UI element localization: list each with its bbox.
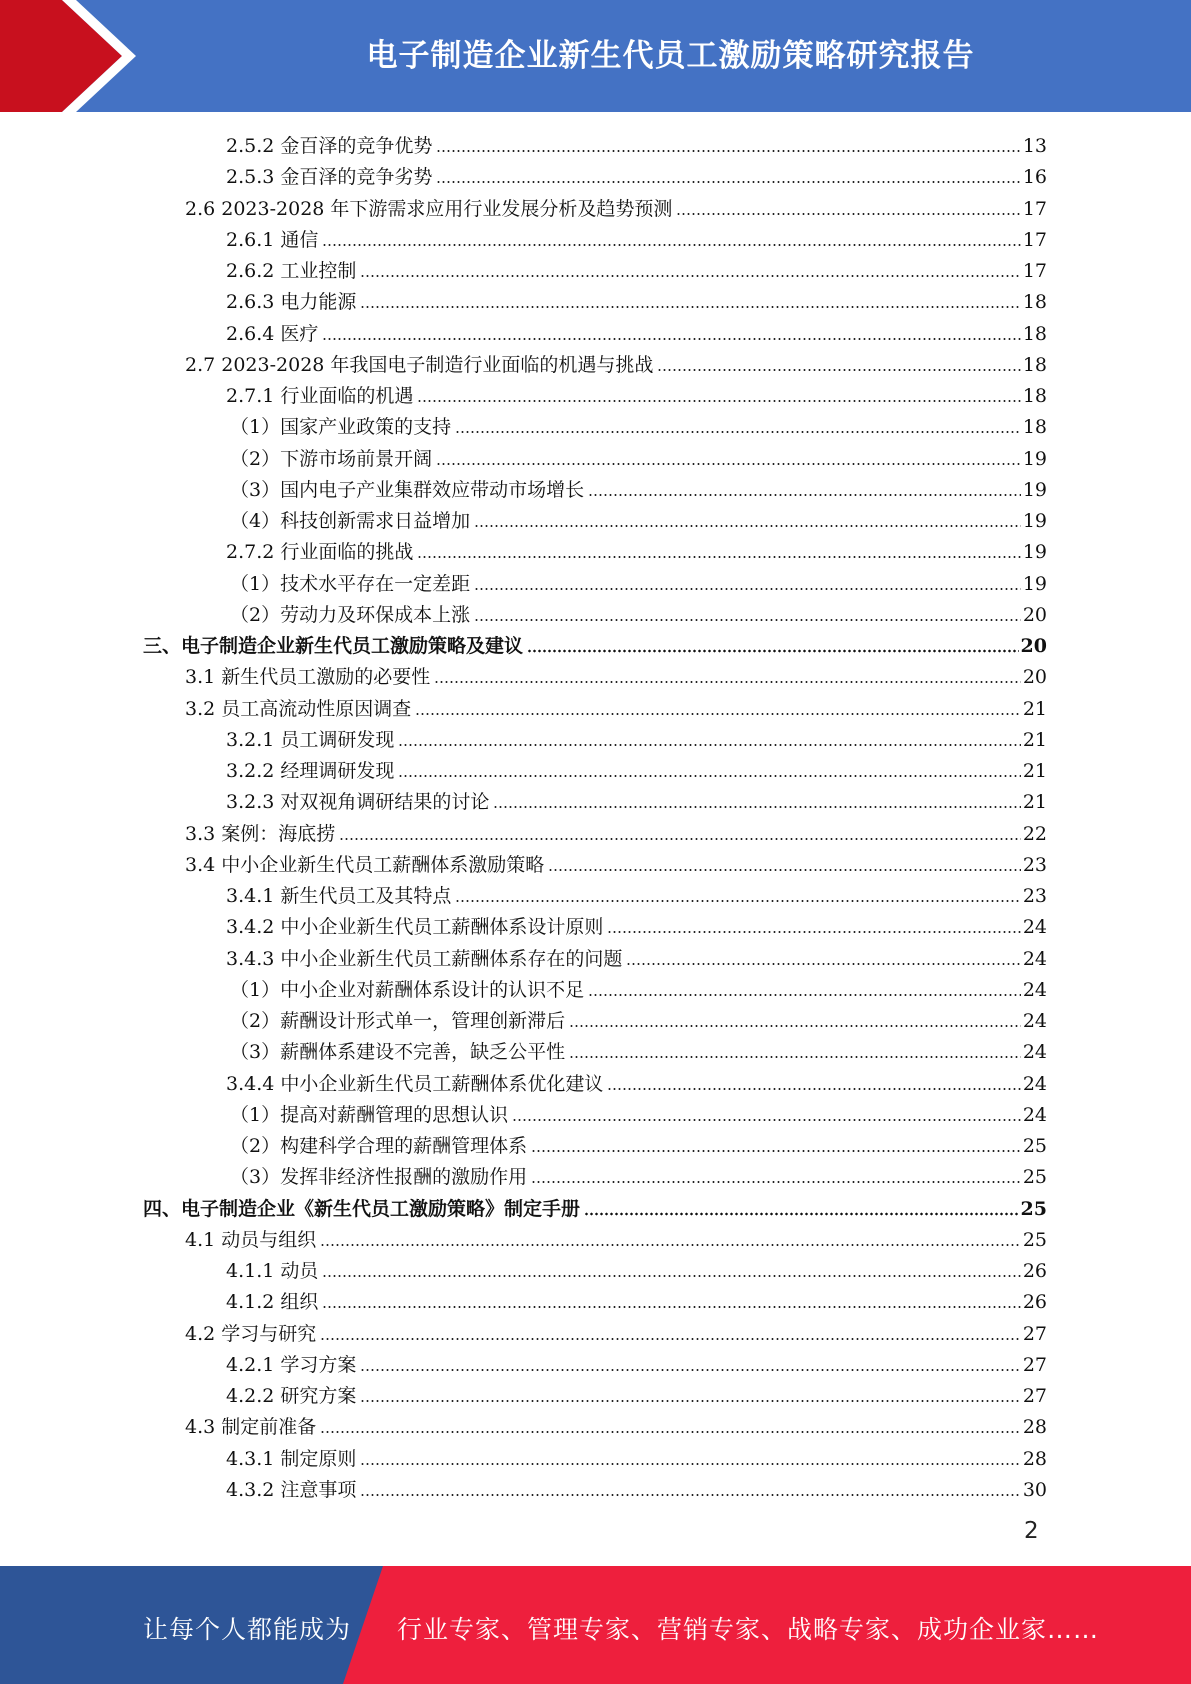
toc-dot-leader [417, 399, 1020, 403]
toc-entry-label: 3.2.2 经理调研发现 [226, 760, 395, 782]
toc-entry[interactable] [143, 626, 1047, 657]
toc-entry-label: 四、电子制造企业《新生代员工激励策略》制定手册 [143, 1197, 581, 1220]
toc-dot-leader [360, 1462, 1020, 1466]
toc-entry-label: 三、电子制造企业新生代员工激励策略及建议 [143, 635, 524, 657]
toc-entry-label: 4.2.1 学习方案 [226, 1353, 357, 1376]
toc-entry-page: 17 [1022, 228, 1047, 251]
toc-entry-label: 4.3.2 注意事项 [226, 1478, 357, 1501]
toc-dot-leader [322, 1305, 1020, 1309]
toc-entry-page: 25 [1020, 1197, 1047, 1220]
toc-entry-page: 13 [1022, 135, 1047, 157]
toc-entry-page: 25 [1022, 1166, 1047, 1189]
toc-dot-leader [512, 1118, 1021, 1122]
toc-entry-label: （2）下游市场前景开阔 [230, 447, 433, 470]
toc-entry-page: 24 [1022, 1010, 1047, 1032]
toc-entry-label: 4.1.1 动员 [226, 1260, 319, 1282]
toc-entry[interactable] [230, 501, 1047, 532]
toc-entry-label: 2.6.2 工业控制 [226, 260, 357, 282]
toc-entry-label: 4.2 学习与研究 [185, 1322, 317, 1345]
toc-entry[interactable] [230, 970, 1047, 1001]
toc-entry-page: 19 [1022, 447, 1047, 470]
toc-entry-page: 27 [1022, 1353, 1047, 1376]
toc-entry[interactable] [226, 939, 1047, 970]
toc-dot-leader [676, 212, 1020, 216]
toc-entry-page: 18 [1022, 353, 1047, 376]
toc-entry[interactable] [230, 470, 1047, 501]
toc-entry-label: 3.4.1 新生代员工及其特点 [226, 885, 452, 907]
toc-entry[interactable] [230, 1001, 1047, 1032]
toc-dot-leader [398, 743, 1020, 747]
toc-dot-leader [436, 180, 1020, 184]
toc-entry[interactable] [226, 282, 1047, 313]
toc-dot-leader [455, 899, 1020, 903]
toc-dot-leader [474, 524, 1021, 528]
toc-entry-label: 3.4.4 中小企业新生代员工薪酬体系优化建议 [226, 1072, 604, 1095]
toc-dot-leader [584, 1212, 1019, 1216]
toc-dot-leader [320, 1337, 1021, 1341]
page-number: 2 [1024, 1518, 1039, 1544]
toc-entry-label: 2.6 2023-2028 年下游需求应用行业发展分析及趋势预测 [185, 197, 673, 220]
toc-dot-leader [548, 868, 1021, 872]
toc-dot-leader [531, 1180, 1021, 1184]
toc-entry-page: 19 [1022, 572, 1047, 595]
toc-entry-label: 4.1 动员与组织 [185, 1228, 317, 1251]
toc-entry-label: 3.4.3 中小企业新生代员工薪酬体系存在的问题 [226, 947, 623, 970]
toc-entry-page: 25 [1022, 1135, 1047, 1157]
toc-entry-page: 24 [1022, 916, 1047, 939]
toc-entry-label: 3.2.3 对双视角调研结果的讨论 [226, 791, 490, 814]
toc-entry-page: 19 [1022, 541, 1047, 564]
toc-entry-label: （1）国家产业政策的支持 [230, 416, 452, 439]
toc-dot-leader [434, 680, 1021, 684]
toc-entry-page: 16 [1022, 166, 1047, 189]
page-footer [0, 1566, 1191, 1684]
toc-entry-label: （2）薪酬设计形式单一，管理创新滞后 [230, 1010, 566, 1032]
toc-entry-label: 4.1.2 组织 [226, 1291, 319, 1314]
toc-entry-label: 3.4.2 中小企业新生代员工薪酬体系设计原则 [226, 916, 604, 939]
toc-entry-page: 27 [1022, 1385, 1047, 1407]
page-header [0, 0, 1191, 112]
toc-entry-page: 21 [1022, 791, 1047, 814]
toc-entry-page: 22 [1022, 822, 1047, 845]
toc-entry[interactable] [230, 595, 1047, 626]
toc-entry[interactable] [226, 782, 1047, 813]
toc-entry-label: （4）科技创新需求日益增加 [230, 510, 471, 532]
toc-dot-leader [436, 462, 1021, 466]
toc-entry-page: 18 [1022, 291, 1047, 314]
toc-entry-label: 2.7.2 行业面临的挑战 [226, 541, 414, 564]
toc-entry-page: 26 [1022, 1291, 1047, 1314]
toc-dot-leader [360, 305, 1020, 309]
toc-dot-leader [455, 430, 1021, 434]
toc-entry[interactable] [226, 1282, 1047, 1313]
toc-dot-leader [360, 1368, 1020, 1372]
toc-entry-label: 2.6.4 医疗 [226, 322, 319, 345]
toc-entry[interactable] [230, 1032, 1047, 1063]
toc-entry-label: 3.2 员工高流动性原因调查 [185, 697, 412, 720]
toc-entry-page: 24 [1022, 1041, 1047, 1064]
toc-dot-leader [360, 1399, 1020, 1403]
toc-dot-leader [360, 1493, 1020, 1497]
toc-dot-leader [657, 368, 1020, 372]
toc-dot-leader [474, 618, 1021, 622]
toc-dot-leader [569, 1024, 1021, 1028]
toc-entry-page: 30 [1022, 1478, 1047, 1501]
report-title: 电子制造企业新生代员工激励策略研究报告 [366, 38, 975, 74]
toc-entry[interactable] [226, 376, 1047, 407]
toc-entry-label: 2.7 2023-2028 年我国电子制造行业面临的机遇与挑战 [185, 353, 654, 376]
toc-entry[interactable] [230, 1157, 1047, 1188]
toc-entry[interactable] [226, 157, 1047, 188]
toc-entry-label: （2）构建科学合理的薪酬管理体系 [230, 1135, 528, 1157]
toc-entry-page: 18 [1022, 385, 1047, 407]
toc-dot-leader [626, 962, 1020, 966]
toc-entry[interactable] [226, 251, 1047, 282]
toc-entry[interactable] [226, 751, 1047, 782]
toc-entry[interactable] [230, 1095, 1047, 1126]
toc-entry[interactable] [185, 814, 1047, 845]
toc-entry-label: 4.2.2 研究方案 [226, 1385, 357, 1407]
toc-entry[interactable] [226, 220, 1047, 251]
toc-entry-label: 2.6.3 电力能源 [226, 291, 357, 314]
toc-entry[interactable] [230, 564, 1047, 595]
toc-entry-label: 4.3.1 制定原则 [226, 1447, 357, 1470]
footer-slogan-left: 让每个人都能成为 [143, 1615, 352, 1644]
toc-entry-label: 2.5.2 金百泽的竞争优势 [226, 135, 433, 157]
toc-entry-page: 26 [1022, 1260, 1047, 1282]
toc-entry[interactable] [230, 439, 1047, 470]
toc-entry-page: 25 [1022, 1228, 1047, 1251]
toc-entry[interactable] [143, 1189, 1047, 1220]
toc-entry[interactable] [185, 845, 1047, 876]
toc-entry-label: 4.3 制定前准备 [185, 1416, 317, 1439]
toc-dot-leader [436, 149, 1020, 153]
toc-entry[interactable] [226, 1251, 1047, 1282]
toc-entry-page: 24 [1022, 947, 1047, 970]
toc-entry-page: 17 [1022, 260, 1047, 282]
toc-entry-page: 21 [1022, 760, 1047, 782]
toc-dot-leader [588, 993, 1021, 997]
toc-entry-page: 19 [1022, 510, 1047, 532]
toc-entry[interactable] [185, 1407, 1047, 1438]
toc-entry[interactable] [226, 314, 1047, 345]
toc-dot-leader [360, 274, 1020, 278]
toc-dot-leader [607, 1087, 1020, 1091]
toc-entry-page: 24 [1022, 1072, 1047, 1095]
toc-entry-page: 21 [1022, 728, 1047, 751]
toc-entry-page: 28 [1022, 1447, 1047, 1470]
toc-entry[interactable] [226, 907, 1047, 938]
toc-entry[interactable] [226, 1470, 1047, 1501]
toc-entry[interactable] [185, 189, 1047, 220]
toc-entry-page: 20 [1022, 603, 1047, 626]
toc-entry[interactable] [185, 657, 1047, 688]
toc-entry-page: 24 [1022, 978, 1047, 1001]
toc-dot-leader [588, 493, 1021, 497]
toc-entry-label: （3）薪酬体系建设不完善，缺乏公平性 [230, 1041, 566, 1064]
toc-dot-leader [527, 649, 1019, 653]
toc-dot-leader [398, 774, 1020, 778]
toc-dot-leader [322, 337, 1020, 341]
toc-dot-leader [569, 1055, 1021, 1059]
toc-entry-page: 18 [1022, 322, 1047, 345]
toc-entry-page: 21 [1022, 697, 1047, 720]
toc-entry-label: 3.2.1 员工调研发现 [226, 728, 395, 751]
toc-entry-label: （3）国内电子产业集群效应带动市场增长 [230, 478, 585, 501]
toc-entry[interactable] [226, 720, 1047, 751]
toc-entry-label: 3.4 中小企业新生代员工薪酬体系激励策略 [185, 853, 545, 876]
toc-dot-leader [607, 930, 1020, 934]
toc-entry-label: 2.5.3 金百泽的竞争劣势 [226, 166, 433, 189]
toc-dot-leader [322, 243, 1020, 247]
toc-entry[interactable] [185, 345, 1047, 376]
toc-entry[interactable] [226, 1345, 1047, 1376]
toc-entry-label: 3.3 案例：海底捞 [185, 822, 336, 845]
toc-dot-leader [415, 712, 1021, 716]
toc-entry-page: 24 [1022, 1103, 1047, 1126]
toc-entry-page: 23 [1022, 885, 1047, 907]
toc-entry-label: 2.7.1 行业面临的机遇 [226, 385, 414, 407]
toc-dot-leader [474, 587, 1021, 591]
toc-entry-page: 17 [1022, 197, 1047, 220]
toc-entry[interactable] [230, 1126, 1047, 1157]
toc-entry-page: 19 [1022, 478, 1047, 501]
toc-dot-leader [322, 1274, 1020, 1278]
toc-entry[interactable] [226, 126, 1047, 157]
toc-entry[interactable] [226, 1064, 1047, 1095]
toc-entry-page: 20 [1020, 635, 1047, 657]
toc-entry[interactable] [226, 1439, 1047, 1470]
toc-dot-leader [339, 837, 1021, 841]
footer-slogan-right: 行业专家、管理专家、营销专家、战略专家、成功企业家…… [397, 1615, 1100, 1644]
toc-entry[interactable] [230, 407, 1047, 438]
toc-entry[interactable] [185, 1220, 1047, 1251]
toc-entry[interactable] [226, 1376, 1047, 1407]
toc-entry-page: 20 [1022, 666, 1047, 689]
toc-entry-label: （1）中小企业对薪酬体系设计的认识不足 [230, 978, 585, 1001]
toc-entry-label: 2.6.1 通信 [226, 228, 319, 251]
toc-dot-leader [493, 805, 1020, 809]
toc-entry-label: （3）发挥非经济性报酬的激励作用 [230, 1166, 528, 1189]
toc-entry-label: （1）技术水平存在一定差距 [230, 572, 471, 595]
toc-dot-leader [531, 1149, 1021, 1153]
toc-entry-page: 27 [1022, 1322, 1047, 1345]
toc-dot-leader [417, 555, 1020, 559]
toc-entry-label: 3.1 新生代员工激励的必要性 [185, 666, 431, 689]
toc-entry-page: 23 [1022, 853, 1047, 876]
toc-dot-leader [320, 1430, 1021, 1434]
toc-entry[interactable] [185, 689, 1047, 720]
toc-entry-page: 28 [1022, 1416, 1047, 1439]
toc-entry[interactable] [185, 1314, 1047, 1345]
toc-entry[interactable] [226, 532, 1047, 563]
toc-entry[interactable] [226, 876, 1047, 907]
toc-entry-label: （1）提高对薪酬管理的思想认识 [230, 1103, 509, 1126]
toc-dot-leader [320, 1243, 1021, 1247]
toc-entry-label: （2）劳动力及环保成本上涨 [230, 603, 471, 626]
toc-entry-page: 18 [1022, 416, 1047, 439]
